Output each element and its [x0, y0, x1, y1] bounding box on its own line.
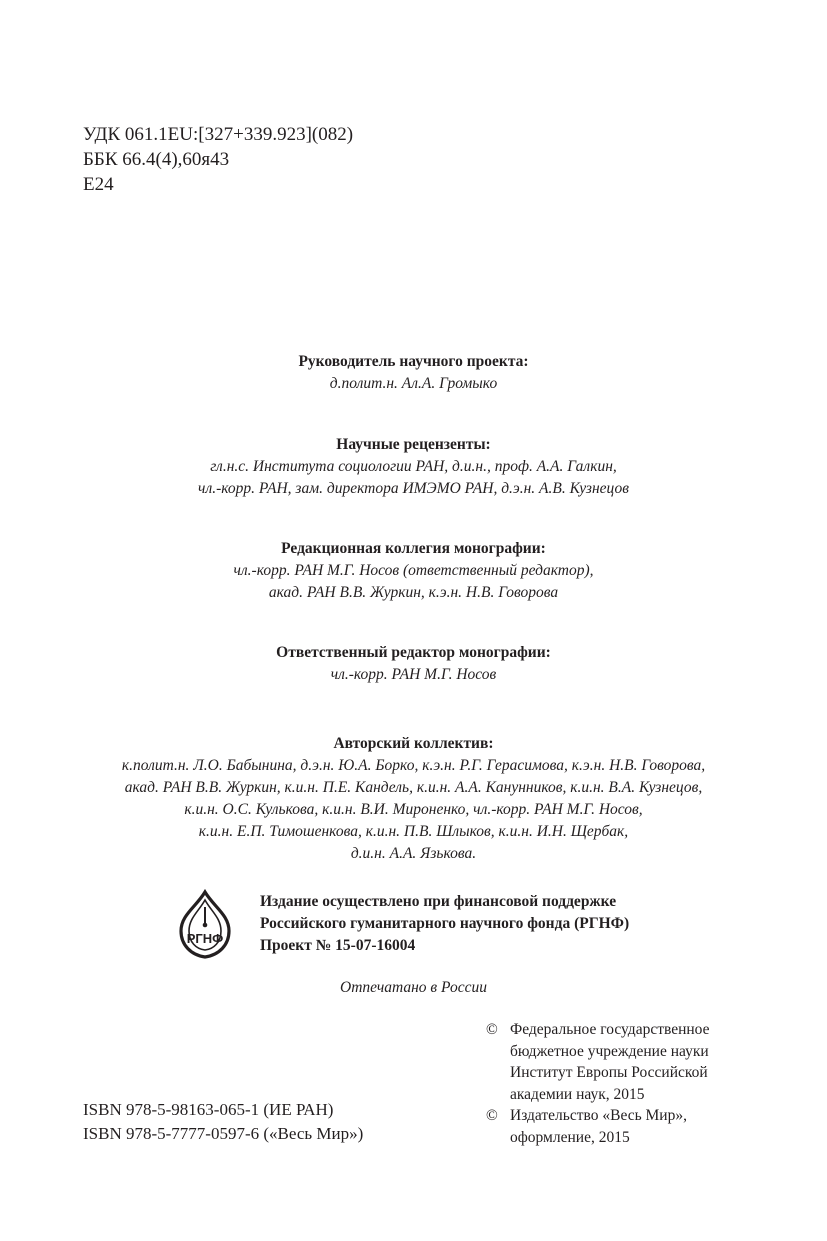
copyright-symbol: ©: [486, 1107, 498, 1124]
copyright-line: бюджетное учреждение науки: [510, 1042, 709, 1060]
copyright-line: Федеральное государственное: [510, 1021, 710, 1038]
printed-in: Отпечатано в России: [340, 979, 487, 996]
funding-statement: [260, 891, 629, 957]
reviewers-heading: Научные рецензенты:: [336, 436, 491, 453]
authors-section: [60, 733, 767, 865]
copyright-entry: [486, 1105, 710, 1148]
isbn-line: ISBN 978-5-98163-065-1 (ИЕ РАН): [83, 1100, 334, 1119]
editorial-board-line: акад. РАН В.В. Журкин, к.э.н. Н.В. Говорова: [268, 584, 559, 601]
reviewers-line: чл.-корр. РАН, зам. директора ИМЭМО РАН, д.э.н. А.В. Кузнецов: [198, 480, 629, 497]
reviewers-section: [60, 434, 767, 500]
copyright-line: Издательство «Весь Мир»,: [510, 1107, 687, 1124]
classification-codes: [83, 122, 353, 197]
authors-line: к.полит.н. Л.О. Бабынина, д.э.н. Ю.А. Борко, к.э.н. Р.Г. Герасимова, к.э.н. Н.В. Говорова,: [121, 757, 706, 774]
funding-line: Издание осуществлено при финансовой поддержке: [260, 893, 617, 910]
copyright-entry: [486, 1019, 710, 1105]
authors-line: акад. РАН В.В. Журкин, к.и.н. П.Е. Кандель, к.и.н. А.А. Канунников, к.и.н. В.А. Кузнецов,: [124, 779, 703, 796]
authors-heading: Авторский коллектив:: [333, 735, 494, 752]
project-lead-section: [60, 351, 767, 395]
isbn-line: ISBN 978-5-7777-0597-6 («Весь Мир»): [83, 1124, 364, 1143]
editorial-board-heading: Редакционная коллегия монографии:: [281, 540, 546, 557]
copyright-symbol: ©: [486, 1021, 498, 1038]
project-lead-line: д.полит.н. Ал.А. Громыко: [329, 375, 498, 392]
authors-line: к.и.н. Е.П. Тимошенкова, к.и.н. П.В. Шлыков, к.и.н. И.Н. Щербак,: [198, 823, 629, 840]
rgnf-logo-icon: [178, 889, 232, 961]
reviewers-line: гл.н.с. Института социологии РАН, д.и.н., проф. А.А. Галкин,: [210, 458, 617, 475]
copyright-line: оформление, 2015: [510, 1128, 630, 1146]
funding-line: Российского гуманитарного научного фонда (РГНФ): [260, 915, 630, 932]
copyright-block: [486, 1019, 710, 1148]
authors-line: к.и.н. О.С. Кулькова, к.и.н. В.И. Мироненко, чл.-корр. РАН М.Г. Носов,: [184, 801, 643, 818]
copyright-line: академии наук, 2015: [510, 1085, 645, 1103]
udk-code: УДК 061.1EU:[327+339.923](082): [83, 124, 354, 145]
project-lead-heading: Руководитель научного проекта:: [298, 353, 529, 370]
editorial-board-line: чл.-корр. РАН М.Г. Носов (ответственный редактор),: [233, 562, 594, 579]
rgnf-logo-text: РГНФ: [186, 931, 224, 946]
chief-editor-section: [60, 642, 767, 686]
copyright-line: Институт Европы Российской: [510, 1064, 708, 1081]
isbn-block: [83, 1098, 363, 1146]
funding-project-number: Проект № 15-07-16004: [260, 937, 416, 954]
chief-editor-line: чл.-корр. РАН М.Г. Носов: [330, 666, 497, 683]
editorial-board-section: [60, 538, 767, 604]
bbk-code: ББК 66.4(4),60я43: [83, 149, 230, 170]
chief-editor-heading: Ответственный редактор монографии:: [276, 644, 551, 661]
authors-line: д.и.н. А.А. Язькова.: [350, 845, 477, 862]
author-mark: Е24: [83, 174, 114, 195]
